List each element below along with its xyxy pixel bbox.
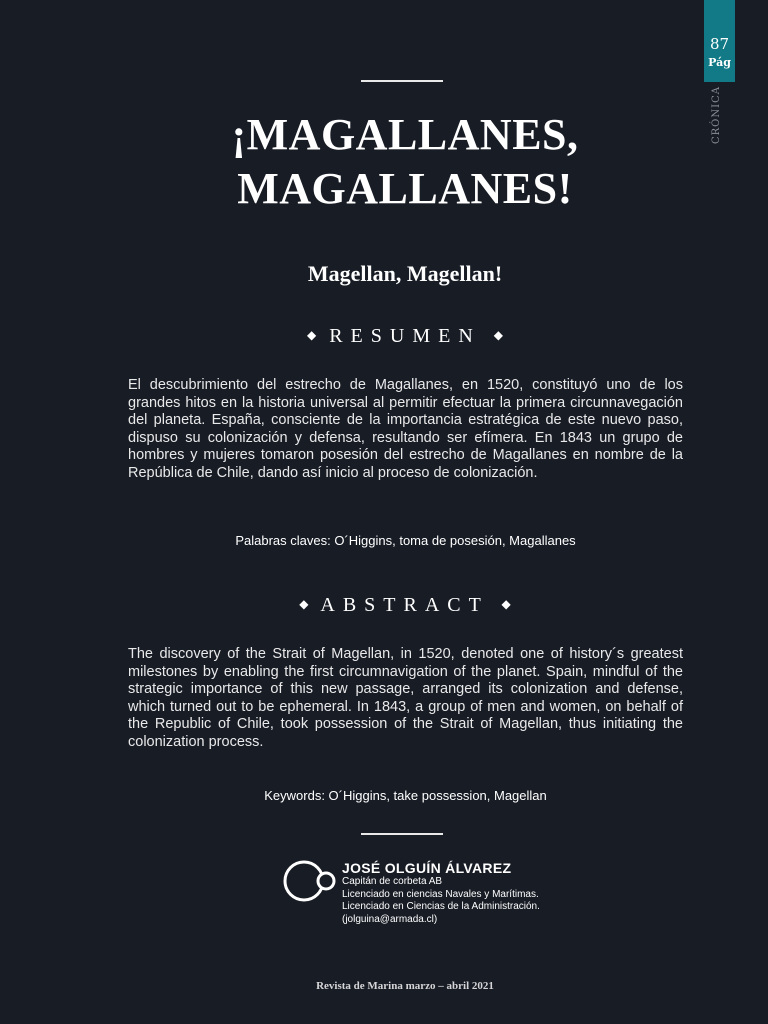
- section-tag: CRÓNICA: [711, 86, 722, 144]
- page-subtitle: Magellan, Magellan!: [307, 261, 503, 286]
- top-divider: [361, 80, 443, 82]
- diamond-icon: ◆: [306, 328, 317, 342]
- footer-publication: Revista de Marina marzo – abril 2021: [316, 980, 494, 992]
- author-circles-icon: [282, 856, 338, 906]
- title-line-2: MAGALLANES!: [237, 164, 573, 213]
- author-rank: Capitán de corbeta AB: [342, 876, 443, 887]
- diamond-icon: ◆: [493, 328, 504, 342]
- diamond-icon: ◆: [501, 597, 511, 611]
- author-info: [342, 860, 602, 926]
- bottom-divider: [361, 833, 443, 835]
- author-email[interactable]: (jolguina@armada.cl): [342, 913, 438, 925]
- page-label: Pág: [708, 56, 731, 69]
- author-degree-2: Licenciado en Ciencias de la Administración.: [342, 901, 540, 912]
- page-number-tab: [704, 0, 735, 82]
- page-title: [150, 108, 660, 216]
- abstract-heading-label: ABSTRACT: [320, 594, 489, 616]
- abstract-heading: [150, 594, 660, 617]
- abstract-text: The discovery of the Strait of Magellan, in 1520, denoted one of history´s greatest milestones by enabling the first circumnavigation of the planet. Spain, mindful of the strategic importance of this new passage, arranged its colonization and defense, which turned out to be ephemeral. In 1843, a group of men and women, on behalf of the Republic of Chile, took possession of the Strait of Magellan, thus initiating the colonization process.: [128, 646, 683, 750]
- title-line-1: ¡MAGALLANES,: [231, 110, 579, 159]
- resumen-heading-label: RESUMEN: [329, 325, 481, 347]
- resumen-heading: [150, 325, 660, 348]
- abstract-keywords: Keywords: O´Higgins, take possession, Magellan: [264, 788, 547, 803]
- diamond-icon: ◆: [299, 597, 309, 611]
- author-degree-1: Licenciado en ciencias Navales y Marítimas.: [342, 888, 539, 900]
- resumen-keywords: Palabras claves: O´Higgins, toma de posesión, Magallanes: [235, 533, 576, 548]
- author-name: JOSÉ OLGUÍN ÁLVAREZ: [342, 860, 512, 876]
- page-number: 87: [709, 35, 730, 53]
- resumen-text: El descubrimiento del estrecho de Magallanes, en 1520, constituyó uno de los grandes hitos en la historia universal al permitir efectuar la primera circunnavegación del planeta. España, consciente de la importancia estratégica de este nuevo paso, dispuso su colonización y defensa, resultando ser efímera. En 1843 un grupo de hombres y mujeres tomaron posesión del estrecho de Magallanes en nombre de la República de Chile, dando así inicio al proceso de colonización.: [128, 377, 683, 481]
